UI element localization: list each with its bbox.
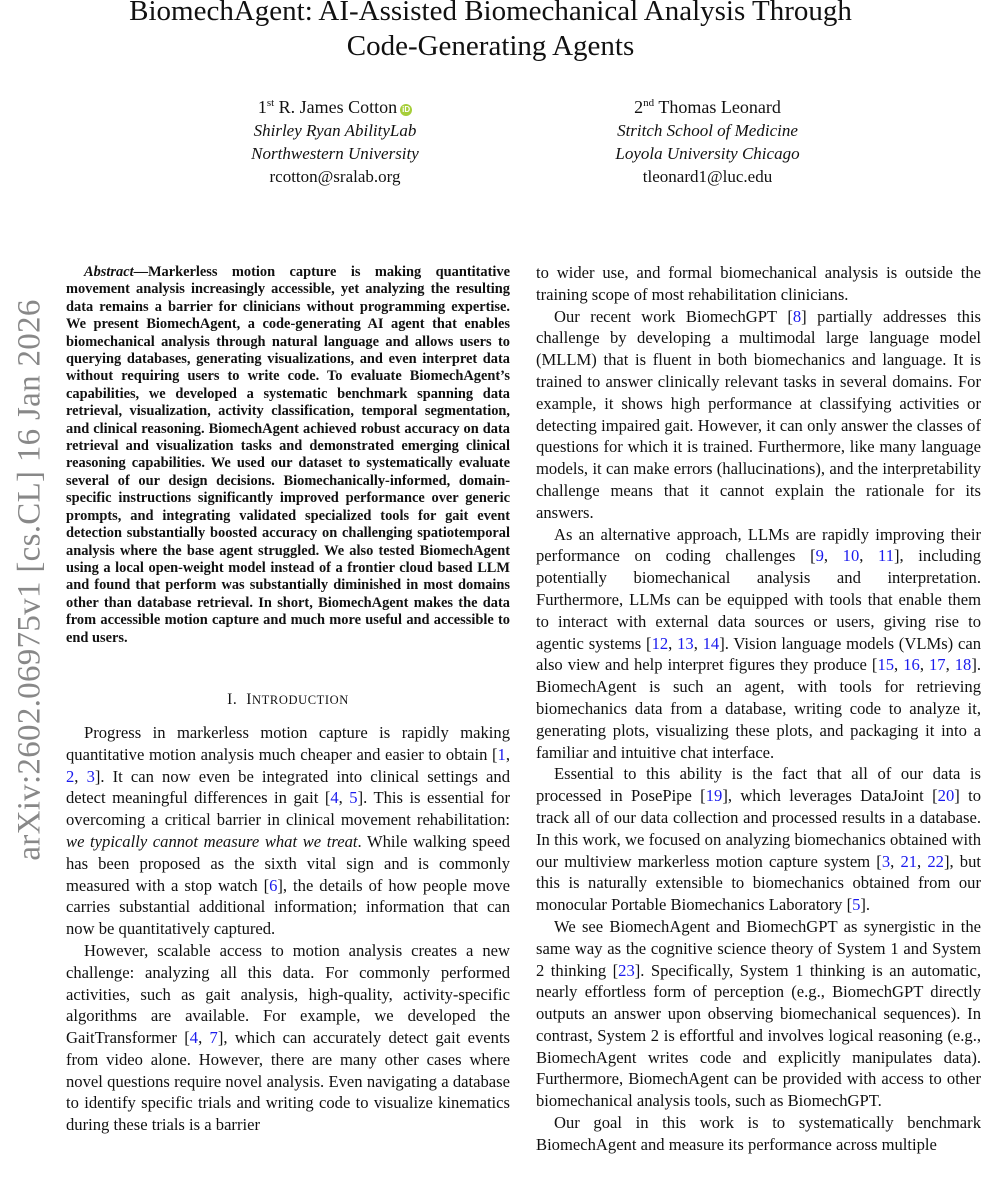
citation-link[interactable]: 2 <box>66 766 75 786</box>
citation-link[interactable]: 5 <box>349 788 358 808</box>
citation-link[interactable]: 4 <box>189 1028 199 1048</box>
citation-link[interactable]: 8 <box>792 306 802 326</box>
author-email: tleonard1@luc.edu <box>642 167 773 186</box>
author-affiliation-1: Stritch School of Medicine <box>617 121 798 140</box>
citation-link[interactable]: 13 <box>677 633 694 653</box>
paragraph: to wider use, and formal biomechanical analysis is outside the training scope of most rehabilitation clinicians. <box>536 263 981 304</box>
arxiv-identifier: arXiv:2602.06975v1 [cs.CL] 16 Jan 2026 <box>11 299 48 861</box>
paragraph: Our goal in this work is to systematically benchmark BiomechAgent and measure its performance across multiple <box>536 1113 981 1154</box>
abstract-label: Abstract <box>84 264 134 280</box>
title-line-2: Code-Generating Agents <box>346 30 635 62</box>
paragraph: We see BiomechAgent and BiomechGPT as synergistic in the same way as the cognitive science theory of System 1 and System 2 thinking [23]. Specifically, System 1 thinking is an automatic, nearly effortless form of perception (e.g., BiomechGPT directly outputs an answer upon observing biomechanical sequences). In contrast, System 2 is effortful and involves logical reasoning (e.g., BiomechAgent writes code and explicitly manipulates data). Furthermore, BiomechAgent can be provided with access to other biomechanical analysis tools, such as BiomechGPT. <box>536 916 981 1111</box>
citation-link[interactable]: 20 <box>937 786 955 806</box>
citation-link[interactable]: 12 <box>651 633 669 653</box>
author-affiliation-1: Shirley Ryan AbilityLab <box>253 121 417 140</box>
left-column <box>66 264 510 1136</box>
citation-link[interactable]: 16 <box>903 655 920 675</box>
citation-link[interactable]: 21 <box>900 851 918 871</box>
section-heading-introduction: I. INTRODUCTION <box>227 690 349 708</box>
citation-link[interactable]: 23 <box>618 960 635 980</box>
citation-link[interactable]: 15 <box>877 655 895 675</box>
author-name: R. James Cotton <box>278 97 398 117</box>
paragraph: Essential to this ability is the fact that all of our data is processed in PosePipe [19], which leverages DataJoint [20] to track all of our data collection and processed results in a database. In this work, we focused on analyzing biomechanics obtained with our multiview markerless motion capture system [3, 21, 22], but this is naturally extensible to biomechanics obtained from our monocular Portable Biomechanics Laboratory [5]. <box>536 764 981 915</box>
abstract <box>66 264 510 647</box>
emphasis: we typically cannot measure what we treat <box>66 831 358 851</box>
citation-link[interactable]: 9 <box>815 546 824 566</box>
paragraph: As an alternative approach, LLMs are rapidly improving their performance on coding challenges [9, 10, 11], including potentially biomechanical analysis and interpretation. Furthermore, LLMs can be equipped with tools that enable them to interact with external data sources or users, giving rise to agentic systems [12, 13, 14]. Vision language models (VLMs) can also view and help interpret figures they produce [15, 16, 17, 18]. BiomechAgent is such an agent, with tools for retrieving biomechanics data from a database, writing code to analyze it, generating plots, visualizing these plots, and packaging it into a familiar and intuitive chat interface. <box>536 524 981 762</box>
right-column <box>536 262 981 1156</box>
author-name-line: 1st R. James Cotton iD <box>257 97 411 117</box>
citation-link[interactable]: 3 <box>86 766 95 786</box>
citation-link[interactable]: 22 <box>927 851 944 871</box>
citation-link[interactable]: 11 <box>878 546 895 566</box>
abstract-text: —Markerless motion capture is making quantitative movement analysis increasingly accessible, yet analyzing the resulting data remains a barrier for clinicians without programming expertise. We present BiomechAgent, a code-generating AI agent that enables biomechanical analysis through natural language and allows users to querying databases, generating visualizations, and even interpret data without requiring users to write code. To evaluate BiomechAgent’s capabilities, we developed a systematic benchmark spanning data retrieval, visualization, activity classification, temporal segmentation, and clinical reasoning. BiomechAgent achieved robust accuracy on data retrieval and visualization tasks and demonstrated emerging clinical reasoning capabilities. We used our dataset to systematically evaluate several of our design decisions. Biomechanically-informed, domain-specific instructions significantly improved performance over generic prompts, and integrating validated specialized tools for gait event detection substantially boosted accuracy on challenging spatiotemporal analysis where the base agent struggled. We also tested BiomechAgent using a local open-weight model instead of a frontier cloud based LLM and found that perform was substantially diminished in most domains other than database retrieval. In short, BiomechAgent makes the data from accessible motion capture and much more useful and accessible to end users. <box>66 264 510 646</box>
author-block-2 <box>555 96 860 188</box>
citation-link[interactable]: 14 <box>702 633 720 653</box>
author-name: Thomas Leonard <box>658 97 781 117</box>
title-line-1: BiomechAgent: AI-Assisted Biomechanical Analysis Through <box>129 0 852 27</box>
citation-link[interactable]: 18 <box>954 655 972 675</box>
paper-title <box>0 0 981 64</box>
author-affiliation-2: Northwestern University <box>251 144 419 163</box>
citation-link[interactable]: 10 <box>842 546 860 566</box>
citation-link[interactable]: 6 <box>269 875 278 895</box>
author-name-line: 2nd Thomas Leonard <box>634 97 781 117</box>
citation-link[interactable]: 17 <box>928 655 946 675</box>
citation-link[interactable]: 7 <box>209 1028 218 1048</box>
author-affiliation-2: Loyola University Chicago <box>615 144 800 163</box>
author-email: rcotton@sralab.org <box>269 167 401 186</box>
paragraph: Progress in markerless motion capture is rapidly making quantitative motion analysis much cheaper and easier to obtain [1, 2, 3]. It can now even be integrated into clinical settings and detect meaningful differences in gait [4, 5]. This is essential for overcoming a critical barrier in clinical movement rehabilitation: we typically cannot measure what we treat. While walking speed has been proposed as the sixth vital sign and is commonly measured with a stop watch [6], the details of how people move carries substantial additional information; information that can now be quantitatively captured. <box>66 722 511 939</box>
author-block-1 <box>180 96 490 188</box>
citation-link[interactable]: 5 <box>852 895 861 915</box>
paragraph: However, scalable access to motion analysis creates a new challenge: analyzing all this data. For commonly performed activities, such as gait analysis, high-quality, activity-specific algorithms are available. For example, we developed the GaitTransformer [4, 7], which can accurately detect gait events from video alone. However, there are many other cases where novel questions require novel analysis. Even navigating a database to identify specific trials and writing code to visualize kinematics during these trials is a barrier <box>66 940 511 1135</box>
citation-link[interactable]: 4 <box>330 788 339 808</box>
paragraph: Our recent work BiomechGPT [8] partially addresses this challenge by developing a multimodal large language model (MLLM) that is fluent in both biomechanics and language. It is trained to answer clinically relevant tasks in several domains. For example, it shows high performance at classifying activities or detecting impaired gait. However, it can only answer the classes of questions for which it is trained. Furthermore, like many language models, it can make errors (hallucinations), and the interpretability challenge means that it cannot explain the rationale for its answers. <box>536 306 981 522</box>
citation-link[interactable]: 19 <box>705 786 723 806</box>
citation-link[interactable]: 3 <box>881 851 891 871</box>
citation-link[interactable]: 1 <box>497 744 506 764</box>
orcid-icon[interactable]: iD <box>402 105 411 114</box>
